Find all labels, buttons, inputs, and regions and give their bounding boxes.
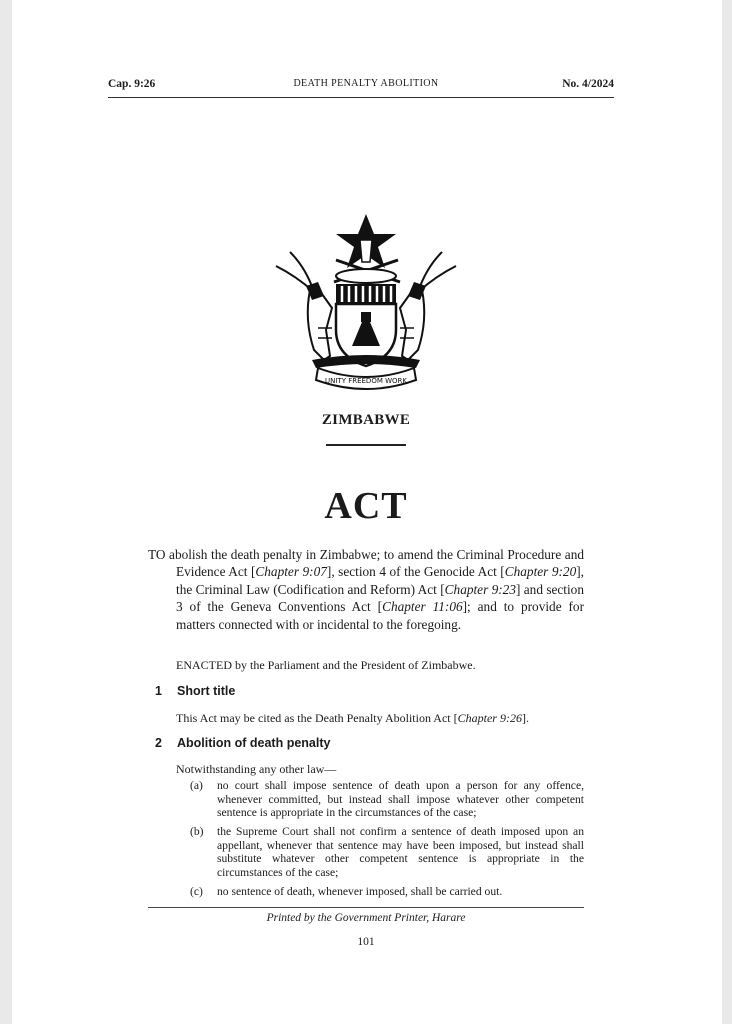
long-title: TO abolish the death penalty in Zimbabwe; to amend the Criminal Procedure and Evidence Act [Chapter 9:07], section 4 of the Genocide Act [Chapter 9:20], the Criminal Law (Codification and Reform) Act [Chapter 9:23] and section 3 of the Geneva Conventions Act [Chapter 11:06]; and to provide for matters connected with or incidental to the foregoing. — [148, 547, 585, 632]
section-1-text: This Act may be cited as the Death Penalty Abolition Act [Chapter 9:26]. — [176, 711, 529, 725]
section-2-paragraph-b — [190, 825, 584, 881]
footer-divider — [148, 907, 584, 908]
paragraph-label: (a) — [190, 779, 203, 792]
header-act-number: No. 4/2024 — [562, 78, 614, 90]
page-number: 101 — [357, 936, 375, 948]
section-2-number: 2 — [155, 736, 162, 750]
section-2-paragraph-c — [190, 885, 584, 901]
country-heading: ZIMBABWE — [321, 412, 411, 428]
coat-of-arms-emblem — [266, 210, 466, 395]
header-divider — [108, 97, 614, 98]
paragraph-label: (c) — [190, 885, 203, 898]
emblem-motto: UNITY FREEDOM WORK — [325, 377, 407, 385]
section-2-paragraph-a — [190, 779, 584, 821]
section-2-intro: Notwithstanding any other law— — [176, 762, 337, 776]
paragraph-text: the Supreme Court shall not confirm a sentence of death imposed upon an appellant, whenever that sentence may have been imposed, but instead shall substitute whatever other competent sentence is appropriate in the circumstances of the case; — [217, 825, 584, 879]
header-running-title: DEATH PENALTY ABOLITION — [293, 78, 439, 89]
section-1-title: Short title — [177, 684, 236, 698]
act-title: ACT — [324, 485, 408, 527]
paragraph-text: no sentence of death, whenever imposed, shall be carried out. — [217, 885, 503, 898]
section-1-number: 1 — [155, 684, 162, 698]
header-chapter: Cap. 9:26 — [108, 78, 156, 90]
printer-credit: Printed by the Government Printer, Harare — [266, 912, 466, 924]
enacting-formula: ENACTED by the Parliament and the President of Zimbabwe. — [176, 658, 476, 672]
paragraph-label: (b) — [190, 825, 204, 838]
country-underline — [326, 444, 406, 446]
paragraph-text: no court shall impose sentence of death upon a person for any offence, whenever committed, but instead shall impose whatever other competent sentence is appropriate in the circumstances of the case; — [217, 779, 584, 820]
section-2-title: Abolition of death penalty — [177, 736, 331, 750]
